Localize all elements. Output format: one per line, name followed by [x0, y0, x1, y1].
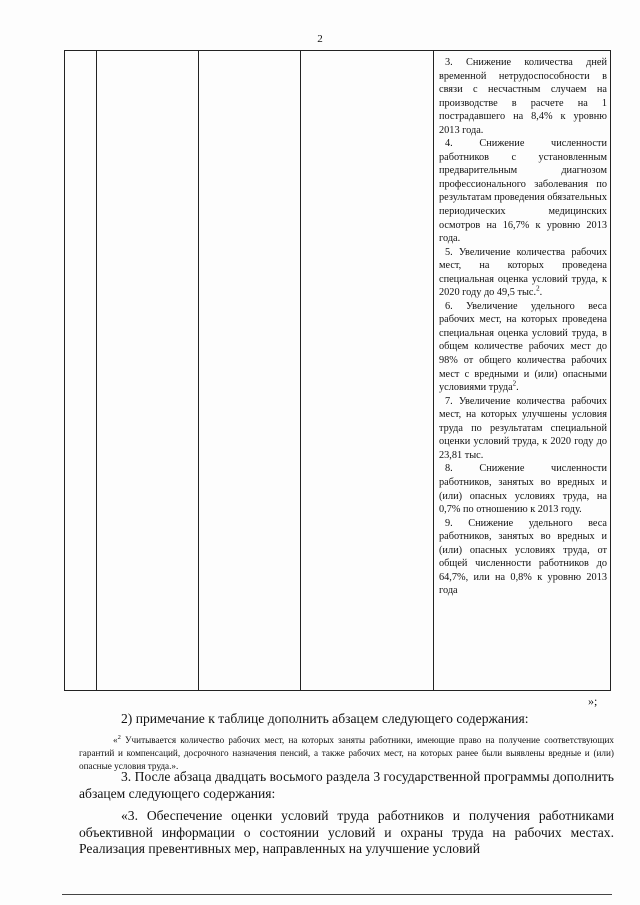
indicator-text: 9. Снижение удельного веса работников, занятых во вредных и (или) опасных условиях труда, от общей численности работников до 64,7%, или на 0,8% к уровню 2013 года — [439, 517, 607, 597]
paragraph-note-intro: 2) примечание к таблице дополнить абзацем следующего содержания: — [121, 711, 529, 726]
indicator-text: 4. Снижение численности работников с установленным предварительным диагнозом профессионального заболевания по результатам проведения обязательных периодических медицинских осмотров на 16,7% к уровню 2013 года. — [439, 138, 607, 245]
indicator-tail: . — [539, 287, 543, 299]
table-column-divider — [198, 51, 199, 690]
indicator-item — [439, 462, 607, 516]
indicator-text: 8. Снижение численности работников, занятых во вредных и (или) опасных условиях труда, на 0,7% по отношению к 2013 году. — [439, 463, 607, 516]
indicator-text: 6. Увеличение удельного веса рабочих мест, на которых проведена специальная оценка условий труда, в общем количестве рабочих мест до 98% от общего количества рабочих мест с вредными и (или) опасными условиями труда — [439, 300, 607, 394]
indicator-item — [439, 300, 607, 395]
program-indicators-table — [64, 50, 611, 691]
indicator-item — [439, 246, 607, 300]
table-column-divider — [433, 51, 434, 690]
paragraph-quote: «3. Обеспечение оценки условий труда работников и получения работниками объективной информации о состоянии условий и охраны труда на рабочих местах. Реализация превентивных мер, направленных на улучшение условий — [79, 808, 614, 856]
footnote-body: Учитывается количество рабочих мест, на которых заняты работники, имеющие право на получение соответствующих гарантий и компенсаций, досрочного назначения пенсий, а также рабочих мест, на которых ранее были выявлены вредные и (или) опасные условия труда.». — [79, 735, 614, 772]
indicator-footnote-marker: 2 — [512, 379, 517, 388]
indicator-item — [439, 56, 607, 137]
indicator-text: 7. Увеличение количества рабочих мест, на которых улучшены условия труда по результатам специальной оценки условий труда, к 2020 году до 23,81 тыс. — [439, 395, 607, 461]
footnote-marker: 2 — [117, 734, 121, 741]
indicator-text: 5. Увеличение количества рабочих мест, на которых проведена специальная оценка условий труда, к 2020 году до 49,5 тыс. — [439, 246, 607, 299]
paragraph-3: 3. После абзаца двадцать восьмого раздела 3 государственной программы дополнить абзацем следующего содержания: — [79, 769, 614, 801]
indicator-footnote-marker: 2 — [536, 284, 540, 293]
indicator-tail: . — [516, 382, 519, 394]
indicator-item — [439, 395, 607, 463]
indicator-item — [439, 137, 607, 245]
table-close-quote: »; — [588, 694, 598, 708]
page-bottom-rule — [62, 894, 612, 895]
footnote-open-quote: « — [113, 735, 118, 746]
indicator-item — [439, 517, 607, 598]
page-number: 2 — [317, 33, 323, 45]
table-column-divider — [96, 51, 97, 690]
indicator-text: 3. Снижение количества дней временной нетрудоспособности в связи с несчастным случаем на производстве в расчете на 1 пострадавшего на 8,4% к уровню 2013 года. — [439, 57, 607, 136]
footnote-text — [79, 731, 614, 774]
table-cell-indicators — [439, 56, 607, 598]
table-column-divider — [300, 51, 301, 690]
